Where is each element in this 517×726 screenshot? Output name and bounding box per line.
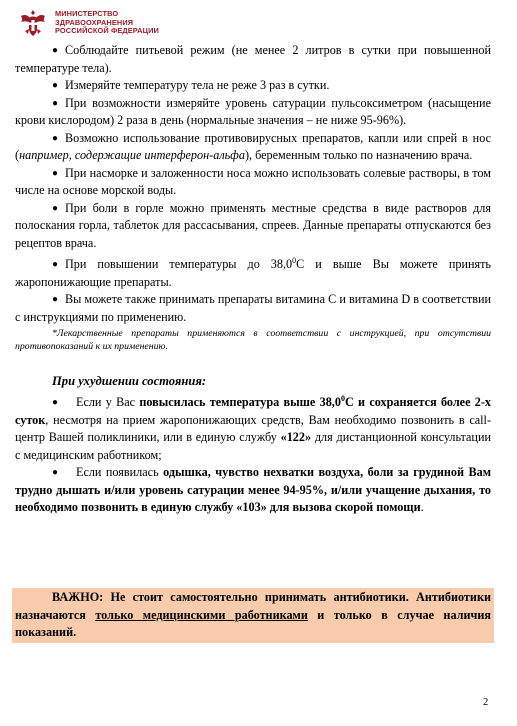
bullet-text: При боли в горле можно применять местные средства в виде растворов для полоскания горла, таблеток для рассасывания, спреев. Данные препараты отпускаются без рецептов врача. xyxy=(15,200,491,250)
bullet-icon: ● xyxy=(52,132,59,144)
item-text: , несмотря на прием жаропонижающих средств, Вам необходимо позвонить в call-центр Вашей поликлиники, или в единую службу xyxy=(15,412,491,445)
warning-text-part: ВАЖНО: Не стоит самостоятельно принимать антибиотики. Антибиотики назначаются xyxy=(15,590,491,622)
item-bold-text: С и сохраняется более 2-х суток xyxy=(15,395,492,427)
item-text: Если у Вас xyxy=(76,395,140,410)
phone-number-122: «122» xyxy=(280,430,312,445)
worsening-item xyxy=(15,464,491,517)
bullet-icon: ● xyxy=(52,45,59,56)
bullet-text: Вы можете также принимать препараты витамина С и витамина D в соответствии с инструкциями по применению. xyxy=(15,292,491,324)
document-body xyxy=(15,42,491,517)
bullet-item xyxy=(15,95,491,130)
item-text: для дистанционной консультации с медицинским работником; xyxy=(15,430,491,462)
ministry-header xyxy=(16,6,159,40)
bullet-text: При насморке и заложенности носа можно использовать солевые растворы, в том числе на основе морской воды. xyxy=(15,165,491,197)
degree-superscript: 0 xyxy=(340,394,345,404)
item-bold-text: повысилась температура выше 38,0 xyxy=(139,395,341,410)
bullet-text: С и выше Вы можете принять жаропонижающие препараты. xyxy=(15,257,491,289)
bullet-icon: ● xyxy=(52,202,59,214)
bullet-text: Соблюдайте питьевой режим (не менее 2 литров в сутки при повышенной температуре тела). xyxy=(15,43,491,75)
bullet-item xyxy=(15,77,491,95)
item-text: . xyxy=(420,500,424,515)
bullet-icon: ● xyxy=(52,80,59,91)
warning-text xyxy=(15,589,491,642)
ministry-line-2: ЗДРАВООХРАНЕНИЯ xyxy=(55,17,134,27)
coat-of-arms-emblem xyxy=(16,7,50,39)
bullet-item xyxy=(15,165,491,200)
bullet-item xyxy=(15,130,491,165)
item-bold-text: одышка, чувство нехватки воздуха, боли за грудиной Вам трудно дышать и/или уровень сатурации менее 94-95%, и/или учащение дыхания, то необходимо позвонить в единую службу «103» для вызова скорой помощи xyxy=(15,465,491,515)
page-number: 2 xyxy=(483,697,489,708)
worsening-item xyxy=(15,390,491,464)
warning-text-part: и только в случае наличия показаний. xyxy=(15,607,491,639)
ministry-line-1: МИНИСТЕРСТВО xyxy=(55,9,119,19)
item-text: Если появилась xyxy=(76,465,164,480)
section-title: При ухудшении состояния: xyxy=(52,374,207,389)
degree-superscript: 0 xyxy=(292,256,297,265)
bullet-icon: ● xyxy=(52,259,59,271)
bullet-text: ), беременным только по назначению врача. xyxy=(244,148,473,162)
warning-underlined: только медицинскими работниками xyxy=(95,607,308,622)
bullet-icon: ● xyxy=(52,397,59,409)
ministry-name xyxy=(55,10,159,35)
bullet-text: Измеряйте температуру тела не реже 3 раз в сутки. xyxy=(65,78,330,92)
bullet-text: При возможности измеряйте уровень сатурации пульсоксиметром (насыщение крови кислородом) 2 раза в день (нормальные значения – не ниже 95-96%). xyxy=(15,95,491,127)
bullet-item xyxy=(15,252,491,291)
bullet-text: При повышении температуры до 38,0 xyxy=(65,257,293,272)
bullet-icon: ● xyxy=(52,467,59,479)
bullet-item xyxy=(15,200,491,253)
bullet-item xyxy=(15,291,491,326)
bullet-icon: ● xyxy=(52,294,59,306)
bullet-italic-text: например, содержащие интерферон-альфа xyxy=(19,148,245,162)
bullet-item xyxy=(15,42,491,77)
bullet-icon: ● xyxy=(52,97,59,109)
ministry-line-3: РОССИЙСКОЙ ФЕДЕРАЦИИ xyxy=(55,26,159,36)
bullet-text: Возможно использование противовирусных препаратов, капли или спрей в нос ( xyxy=(15,130,491,162)
bullet-icon: ● xyxy=(52,167,59,179)
footnote: *Лекарственные препараты применяются в соответствии с инструкцией, при отсутствии противопоказаний к их применению. xyxy=(15,328,491,353)
